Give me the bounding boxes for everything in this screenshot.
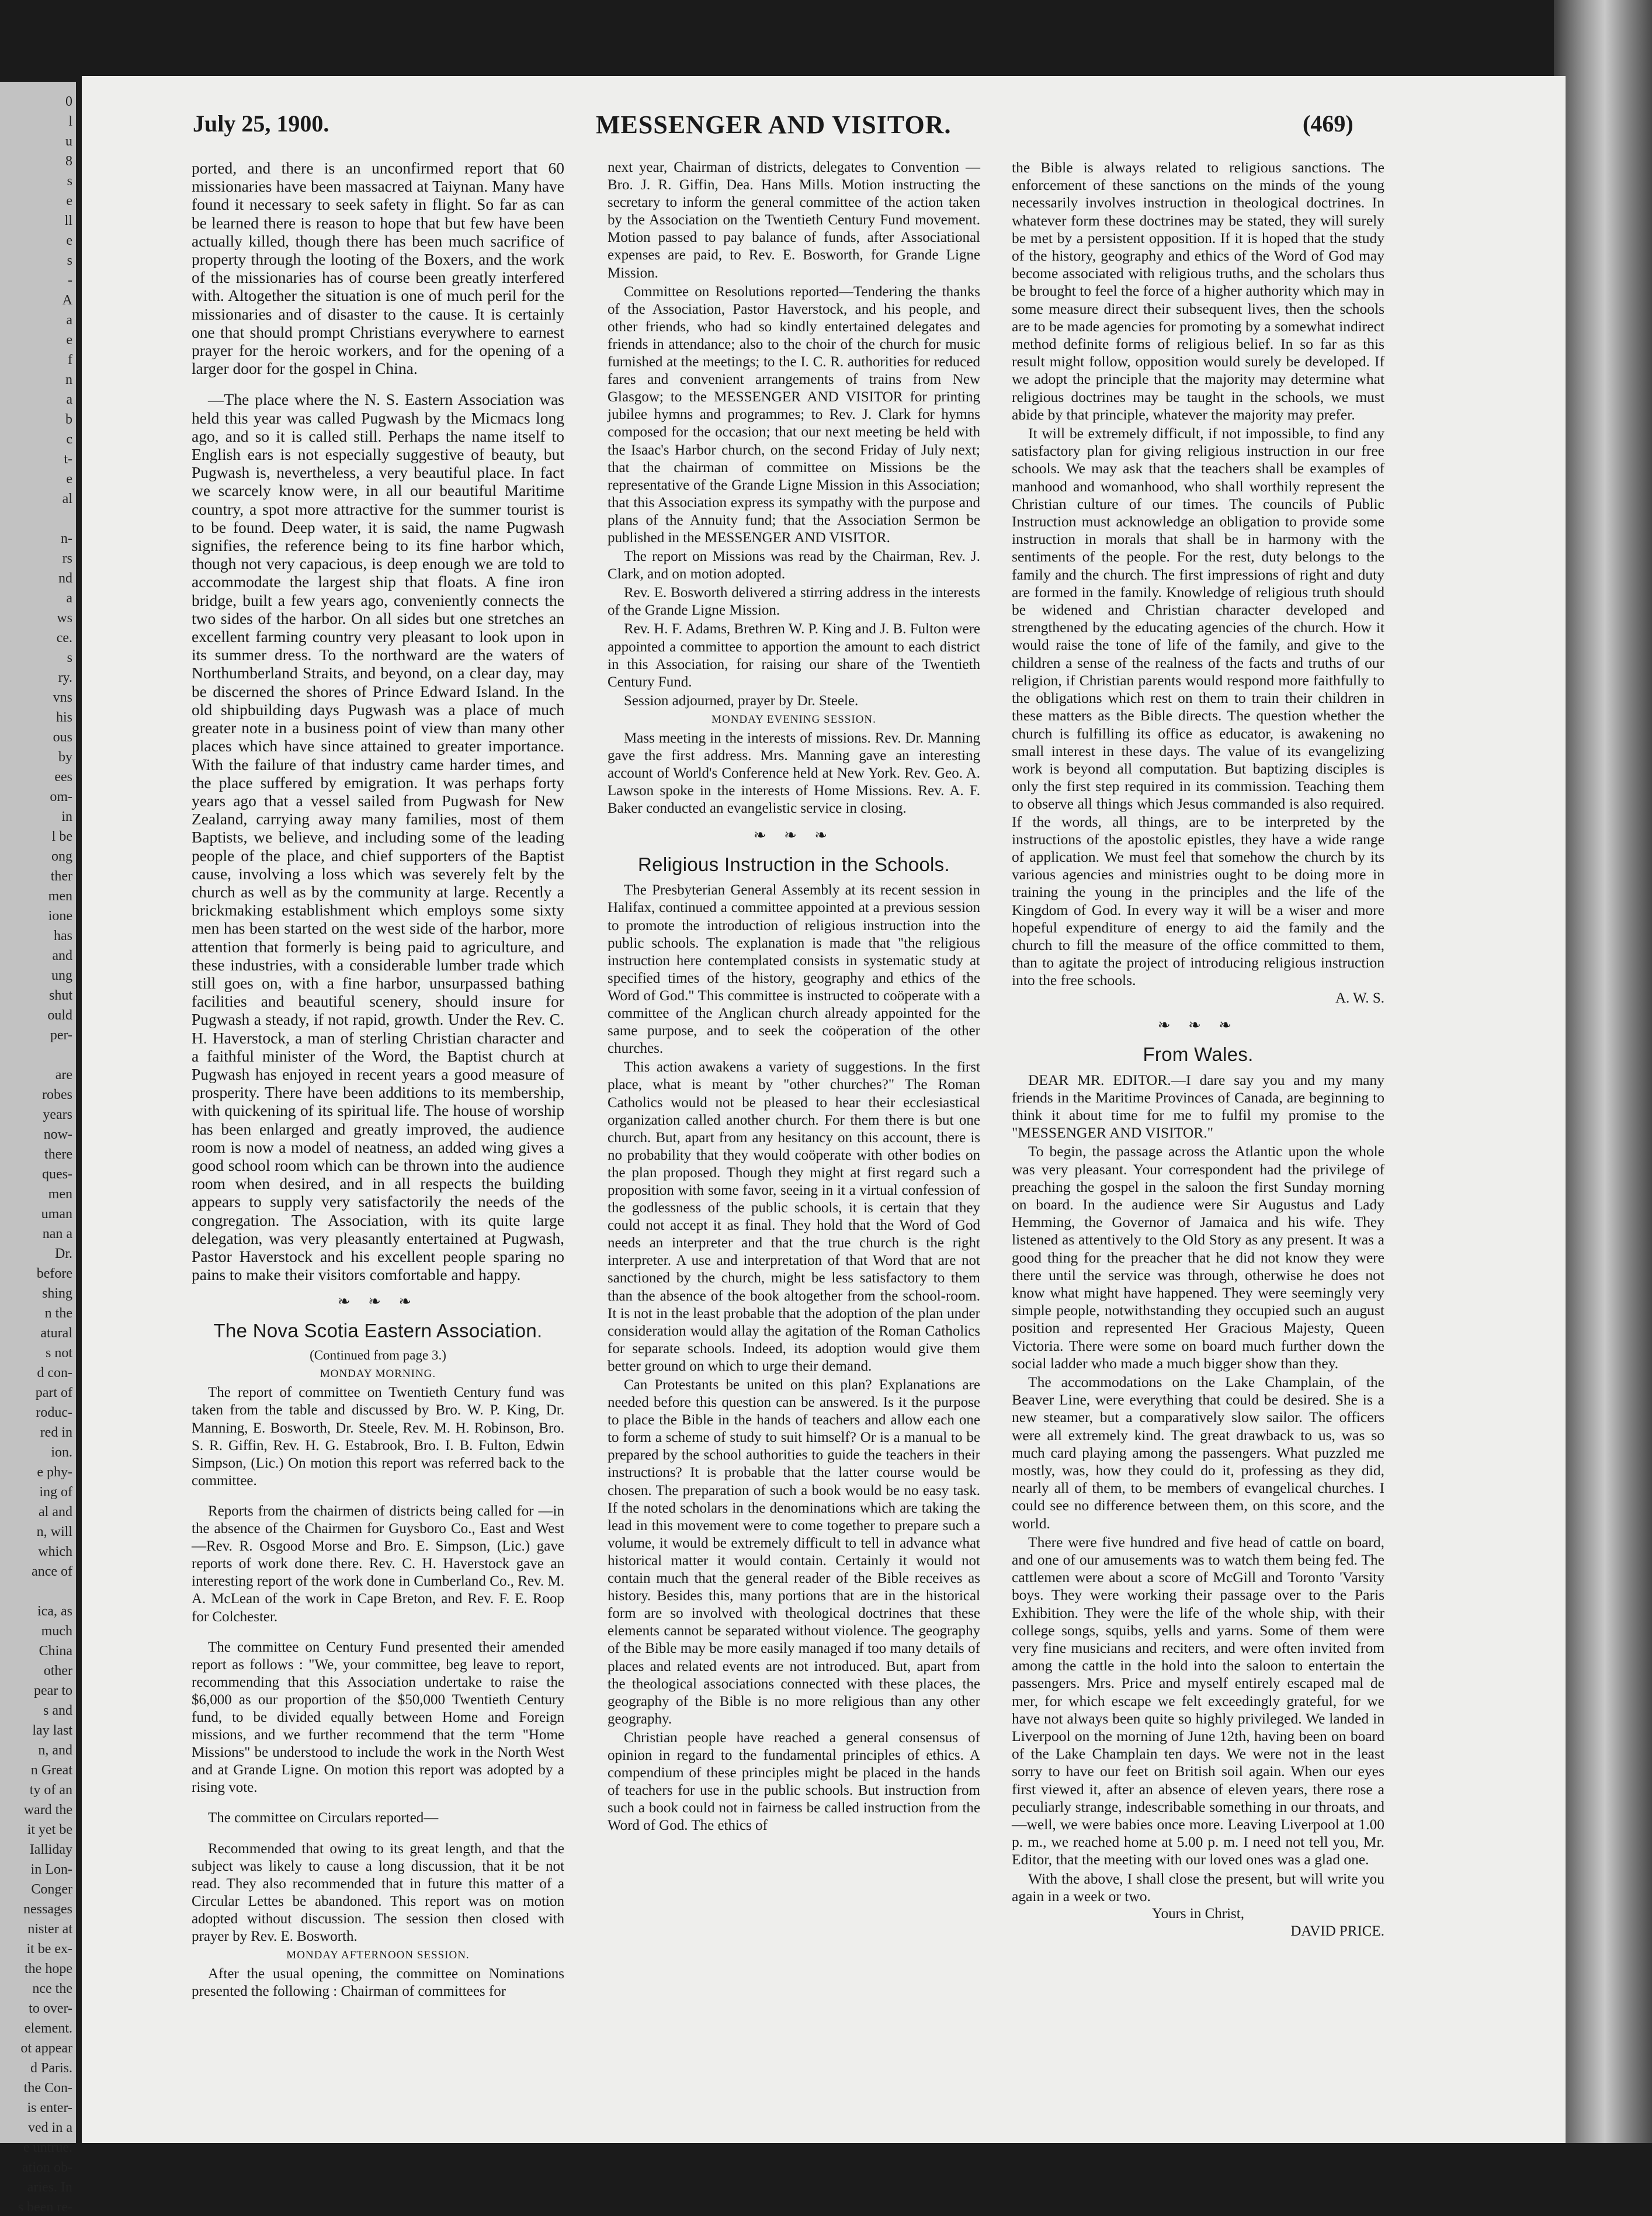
- author-initials: A. W. S.: [1335, 990, 1384, 1006]
- margin-fragment: before: [36, 1266, 72, 1281]
- margin-fragment: ved in a: [28, 2120, 72, 2135]
- paragraph: Reports from the chairmen of districts being called for —in the absence of the Chairmen for Guysboro Co., East and West—Rev. R. Osgood Morse and Bro. E. Simpson, (Lic.) gave reports of work done there. Rev. C. H. Haverstock gave an interesting report of the work done in Cumberland Co., Rev. M. A. McLean of the work in Cape Breton, and Rev. F. E. Roop for Colchester.: [192, 1503, 564, 1625]
- margin-fragment: ong: [51, 849, 72, 864]
- margin-fragment: robes: [42, 1087, 72, 1102]
- margin-fragment: ione: [48, 908, 72, 924]
- book-spine: [1554, 0, 1652, 2143]
- margin-fragment: red in: [40, 1425, 72, 1440]
- session-heading: MONDAY MORNING.: [320, 1368, 436, 1381]
- paragraph: Recommended that owing to its great length, and that the subject was likely to cause a long discussion, that it be not read. They also recommended that in future this matter of a Circular Lettes be abandoned. This report was on motion adopted without discussion. The session then closed with prayer by Rev. E. Bosworth.: [192, 1840, 564, 1945]
- margin-fragment: s not: [45, 1345, 72, 1361]
- margin-fragment: Ialliday: [29, 1842, 72, 1857]
- paragraph: This action awakens a variety of suggestions. In the first place, what is meant by "other churches?" The Roman Catholics would not be pleased to hear their ecclesiastical organization called another church. For them there is but one church. But, apart from any hesitancy on this account, there is no probability that they would coöperate with other bodies on the plan proposed. Though they might at first regard such a proposition with some favor, seeing in it a virtual confession of the godlessness of the public schools, it is certain that they could not accept it as final. They hold that the Word of God needs an interpreter and that the true church is the right interpreter. A use and interpretation of that Word that are not sanctioned by the church, might be less satisfactory to them than the absence of the book altogether from the school-room. It is not in the least probable that the adoption of the plan under consideration would allay the agitation of the Roman Catholics for separate schools. Indeed, its adoption would give them better ground on which to urge their demand.: [608, 1059, 980, 1374]
- margin-fragment: Dr.: [55, 1246, 72, 1261]
- paragraph: Committee on Resolutions reported—Tendering the thanks of the Association, Pastor Haverstock, and his people, and other friends, who had so kindly entertained delegates and friends in attendance; also to the choir of the church for music furnished at the meetings; to the I. C. R. authorities for reduced fares and convenient arrangements of trains from New Glasgow; to the MESSENGER AND VISITOR for printing jubilee hymns and programmes; to Rev. J. Clark for hymns composed for the occasion; that our next meeting be held with the Isaac's Harbor church, on the second Friday of July next; that the chairman of committee on Missions be the representative of the Grande Ligne Mission in this Association; that this Association express its sympathy with the purpose and plans of the Annuity fund; that the Association Sermon be published in the MESSENGER AND VISITOR.: [608, 283, 980, 546]
- margin-fragment: ous: [53, 730, 72, 745]
- article-title: From Wales.: [1143, 1043, 1254, 1065]
- paragraph: To begin, the passage across the Atlantic upon the whole was very pleasant. Your correspondent had the privilege of preaching the gospel in the saloon the first Sunday morning on board. In the audience were Sir Augustus and Lady Hemming, the Governor of Jamaica and his wife. They listened as attentively to the Old Story as any present. It was a good thing for the preacher that he did not know they were there until the service was through, otherwise he does not know what might have happened. They were seemingly very simple people, notwithstanding they occupied such an august position and represented Her Gracious Majesty, Queen Victoria. There were some on board much further down the social ladder who made a much bigger show than they.: [1012, 1143, 1384, 1372]
- margin-fragment: s: [67, 650, 72, 665]
- paragraph: The committee on Circulars reported—: [208, 1810, 439, 1826]
- paragraph: DEAR MR. EDITOR.—I dare say you and my many friends in the Maritime Provinces of Canada, are beginning to think it about time for me to fulfil my promise to the "MESSENGER AND VISITOR.": [1012, 1071, 1384, 1142]
- article-title: Religious Instruction in the Schools.: [638, 854, 950, 876]
- session-heading: MONDAY AFTERNOON SESSION.: [286, 1949, 470, 1962]
- margin-fragment: u: [65, 134, 72, 149]
- margin-fragment: 8: [65, 154, 72, 169]
- ornament-divider: ❧ ❧ ❧: [1157, 1016, 1239, 1034]
- margin-fragment: ation ob-: [22, 2160, 72, 2175]
- margin-fragment: much: [41, 1624, 72, 1639]
- paragraph: Rev. H. F. Adams, Brethren W. P. King and J. B. Fulton were appointed a committee to apportion the amount to each district in this Association, for raising our share of the Twentieth Century Fund.: [608, 621, 980, 690]
- letter-signature: DAVID PRICE.: [1290, 1923, 1384, 1940]
- margin-fragment: now-: [43, 1127, 72, 1142]
- margin-fragment: ot appear: [20, 2041, 72, 2056]
- paragraph: It will be extremely difficult, if not impossible, to find any satisfactory plan for giving religious instruction in our free schools. We may ask that the teachers shall be examples of manhood and womanhood, who shall worthily represent the Christian culture of our times. The councils of Public Instruction must acknowledge an obligation to provide some instruction in morals that shall be in harmony with the sentiments of the people. For the rest, duty belongs to the family and the church. The first impressions of right and duty are formed in the family. Knowledge of religious truth should be widened and Christian character developed and strengthened by the educating agencies of the church. How it would raise the tone of life of the family, and give to the children a sense of the realness of the facts and truths of our religion, if Christian parents would respond more faithfully to the obligations which rest on them to train their children in these matters as the Bible directs. The question whether the church is fulfilling its office as educator, is awakening no small interest in these days. The value of its evangelizing work is beyond all computation. But baptizing disciples is only the first step required in its commission. Teaching them to observe all things which Jesus commanded is also required. If the words, all things, are to be interpreted by the instructions of the apostolic epistles, they have a wide range of application. We must feel that somehow the church by its various agencies and ministries ought to be doing more in training the young in the principles and the life of the Kingdom of God. In every way it will be a wiser and more hopeful expenditure of energy to aid the family and the church to fill the measure of the office committed to them, than to agitate the project of introducing religious instruction into the free schools.: [1012, 425, 1384, 989]
- margin-fragment: ion.: [51, 1445, 72, 1460]
- page-header: [82, 110, 1566, 151]
- paragraph: the Bible is always related to religious sanctions. The enforcement of these sanctions on the minds of the young necessarily involves instruction in theological doctrines. In whatever form these doctrines may be stated, they will surely be met by a persistent opposition. If it is hoped that the study of the history, geography and ethics of the Word of God may become associated with religious truths, and the scholars thus be brought to feel the force of a higher authority which may in some measure direct their subsequent lives, then the schools are to be made agencies for promoting by a somewhat indirect method definite forms of religious belief. In so far as this result might follow, opposition would surely be developed. If we adopt the principle that the majority may determine what religious doctrines may be taught in the schools, we must abide by that principle, whatever the majority may prefer.: [1012, 159, 1384, 423]
- margin-fragment: by: [58, 750, 72, 765]
- margin-fragment: t-: [64, 452, 72, 467]
- paragraph: Mass meeting in the interests of missions. Rev. Dr. Manning gave the first address. Mrs. Manning gave an interesting account of World's Conference held at New York. Rev. Geo. A. Lawson spoke in the interests of Home Missions. Rev. A. F. Baker conducted an evangelistic service in closing.: [608, 730, 980, 817]
- margin-fragment: ws: [57, 611, 72, 626]
- margin-fragment: uman: [41, 1206, 72, 1222]
- margin-fragment: ty of an: [29, 1782, 72, 1798]
- margin-fragment: e: [66, 332, 72, 348]
- margin-fragment: ing of: [39, 1485, 72, 1500]
- margin-fragment: e: [66, 233, 72, 248]
- margin-fragment: Conger: [31, 1882, 72, 1897]
- margin-fragment: aries. In: [27, 2180, 72, 2195]
- margin-fragment: nessages: [23, 1902, 72, 1917]
- margin-fragment: d con-: [37, 1365, 72, 1381]
- margin-fragment: s and: [43, 1703, 72, 1718]
- margin-fragment: -: [68, 273, 72, 288]
- margin-fragment: nan a: [42, 1226, 72, 1241]
- margin-fragment: ung: [51, 968, 72, 983]
- paragraph: Rev. E. Bosworth delivered a stirring address in the interests of the Grande Ligne Mission.: [608, 585, 980, 619]
- letter-closing: Yours in Christ,: [1152, 1906, 1244, 1922]
- margin-fragment: nd: [58, 571, 72, 586]
- margin-fragment: a: [66, 591, 72, 606]
- paragraph: Christian people have reached a general consensus of opinion in regard to the fundamental principles of ethics. A compendium of these principles might be placed in the hands of teachers for use in the public schools. But instruction from such a book could not in fairness be called instruction from the Word of God. The ethics of: [608, 1729, 980, 1834]
- margin-fragment: in: [61, 809, 72, 824]
- margin-fragment: years: [43, 1107, 72, 1122]
- paragraph: ported, and there is an unconfirmed report that 60 missionaries have been massacred at Taiynan. Many have found it necessary to seek safety in flight. So far as can be learned there is reason to hope that but few have been actually killed, though there has been much sacrifice of property through the looting of the Boxers, and the work of the missionaries has of course been greatly interfered with. Altogether the situation is one of much peril for the missionaries and of disaster to the cause. It is certainly one that should prompt Christians everywhere to earnest prayer for the heroic workers, and for the opening of a larger door for the gospel in China.: [192, 159, 564, 378]
- paragraph: The Presbyterian General Assembly at its recent session in Halifax, continued a committee appointed at a previous session to promote the introduction of religious instruction into the public schools. The explanation is made that "the religious instruction here contemplated consists in systematic study at specified times of the history, geography and ethics of the Word of God." This committee is instructed to coöperate with a committee of the Anglican church already appointed for the same purpose, and to seek the coöperation of the other churches.: [608, 882, 980, 1057]
- margin-fragment: e: [66, 471, 72, 487]
- paragraph: next year, Chairman of districts, delegates to Convention —Bro. J. R. Giffin, Dea. Hans Mills. Motion instructing the secretary to inform the general committee of the action taken by the Association on the Twentieth Century Fund movement. Motion passed to pay balance of funds, after Associational expenses are paid, to Rev. E. Bosworth, for Grande Ligne Mission.: [608, 159, 980, 281]
- margin-fragment: al and: [39, 1504, 72, 1520]
- margin-fragment: l: [68, 114, 72, 129]
- margin-fragment: has: [54, 928, 72, 944]
- column-3: [1012, 159, 1384, 2099]
- margin-fragment: ry.: [58, 670, 72, 685]
- paragraph: With the above, I shall close the present, but will write you again in a week or two.: [1012, 1870, 1384, 1905]
- margin-fragment: ould: [47, 1008, 72, 1023]
- margin-fragment: nister at: [27, 1922, 72, 1937]
- margin-fragment: and: [52, 948, 72, 963]
- margin-fragment: to over-: [29, 2001, 72, 2016]
- margin-fragment: ance of: [32, 1564, 72, 1579]
- margin-fragment: n, will: [36, 1524, 72, 1539]
- newspaper-page: [82, 76, 1566, 2143]
- paragraph: There were five hundred and five head of cattle on board, and one of our amusements was to watch them being fed. The cattlemen were about a score of McGill and Toronto 'Varsity boys. They were working their passage over to the Paris Exhibition. They were the life of the whole ship, with their college songs, squibs, yells and yarns. Some of them were very fine musicians and reciters, and were often invited from among the cattle in the hold into the saloon to entertain the passengers. Mrs. Price and myself entirely escaped mal de mer, for which escape we felt exceedingly grateful, for we have not always been quite so highly privileged. We landed in Liverpool on the morning of June 12th, having been on board of the Lake Champlain ten days. We were not in the least sorry to have our feet on British soil again. When our eyes first viewed it, after an absence of eleven years, there rose a peculiarly strange, indescribable something in our throats, and—well, we were babies once more. Leaving Liverpool at 1.00 p. m., we reached home at 5.00 p. m. I need not tell you, Mr. Editor, that the meeting with our loved ones was a glad one.: [1012, 1533, 1384, 1868]
- margin-fragment: which: [38, 1544, 72, 1559]
- margin-fragment: China: [39, 1643, 72, 1659]
- margin-fragment: are: [55, 1067, 72, 1083]
- margin-fragment: it yet be: [27, 1822, 72, 1837]
- margin-fragment: per-: [50, 1028, 72, 1043]
- margin-fragment: c: [66, 432, 72, 447]
- margin-fragment: s: [67, 253, 72, 268]
- margin-fragment: other: [43, 1663, 72, 1679]
- margin-fragment: A: [62, 293, 72, 308]
- margin-fragment: a: [66, 392, 72, 407]
- margin-fragment: 0: [65, 94, 72, 109]
- margin-fragment: n-: [61, 531, 72, 546]
- margin-fragment: pear to: [34, 1683, 72, 1698]
- margin-fragment: b: [65, 412, 72, 427]
- margin-fragment: s: [67, 174, 72, 189]
- margin-fragment: ll: [64, 213, 72, 228]
- margin-fragment: rs: [62, 551, 72, 566]
- margin-fragment: n, and: [38, 1743, 72, 1758]
- margin-fragment: vns: [53, 690, 72, 705]
- margin-fragment: in Lon-: [30, 1862, 72, 1877]
- margin-fragment: n Great: [30, 1763, 72, 1778]
- session-heading: MONDAY EVENING SESSION.: [712, 713, 876, 726]
- paragraph: —The place where the N. S. Eastern Association was held this year was called Pugwash by the Micmacs long ago, and so it is called still. Perhaps the name itself to English ears is not especially suggestive of beauty, but Pugwash is, nevertheless, a very beautiful place. In fact we scarcely know were, in all our beautiful Maritime country, a spot more attractive for the summer tourist is to be found. Deep water, it is said, the name Pugwash signifies, the reference being to its fine harbor which, though not very capacious, is deep enough we are told to accommodate the largest ship that floats. A fine iron bridge, built a few years ago, conveniently connects the two sides of the harbor. On all sides but one stretches an excellent farming country very pleasant to look upon in its summer dress. To the northward are the waters of Northumberland Straits, and beyond, on a clear day, may be discerned the shores of Prince Edward Island. In the old shipbuilding days Pugwash was a place of much greater note in a business point of view than many other places which have since attained to greater importance. With the failure of that industry came harder times, and the place suffered by emigration. It was perhaps forty years ago that a vessel sailed from Pugwash for New Zealand, carrying away many families, most of them Baptists, we believe, and including some of the leading people of the place, and chief supporters of the Baptist cause, involving a loss which was severely felt by the church as well as by the community at large. Recently a brickmaking establishment which employs some sixty men has been started on the west side of the harbor, more attention that formerly is being paid to agriculture, and these industries, with a considerable lumber trade which still goes on, with a fine harbor, unsurpassed bathing facilities and beautiful scenery, should insure for Pugwash a steady, if not rapid, growth. Under the Rev. C. H. Haverstock, a man of sterling Christian character and a faithful minister of the Word, the Baptist church at Pugwash has enjoyed in recent years a good measure of prosperity. There have been additions to its membership, with quickening of its spiritual life. The house of worship has been enlarged and greatly improved, the audience room is now a model of neatness, an added wing gives a good school room which can be thrown into the audience room when desired, and in all respects the building appears to supply very satisfactorily the needs of the congregation. The Association, with its quite large delegation, was very pleasantly entertained at Pugwash, Pastor Haverstock and his excellent people sparing no pains to make their visitors comfortable and happy.: [192, 390, 564, 1284]
- previous-page-edge: [0, 82, 76, 2215]
- margin-fragment: it be ex-: [26, 1941, 72, 1957]
- margin-fragment: ward the: [23, 1802, 72, 1818]
- margin-fragment: e phy-: [37, 1465, 72, 1480]
- margin-fragment: roduc-: [36, 1405, 72, 1420]
- margin-fragment: n: [65, 372, 72, 387]
- column-1: [192, 159, 564, 2099]
- margin-fragment: om-: [50, 789, 72, 804]
- margin-fragment: is enter-: [27, 2100, 72, 2116]
- margin-fragment: ce.: [56, 630, 72, 646]
- margin-fragment: l be: [51, 829, 72, 844]
- margin-fragment: nce the: [32, 1981, 72, 1996]
- margin-fragment: ques-: [42, 1167, 72, 1182]
- paragraph: The accommodations on the Lake Champlain, of the Beaver Line, were everything that could be desired. She is a new steamer, but a comparatively slow sailor. The officers were all extremely kind. The great drawback to us, was so much card playing among the passengers. What puzzled me mostly, was, how they could do it, professing as they did, nearly all of them, to be members of evangelical churches. I could see no difference between them, on this score, and the world.: [1012, 1374, 1384, 1532]
- margin-fragment: there: [44, 1147, 72, 1162]
- issue-date: July 25, 1900.: [193, 110, 329, 137]
- page-number: (469): [1303, 110, 1353, 137]
- margin-fragment: element.: [25, 2021, 72, 2036]
- margin-fragment: ees: [54, 769, 72, 785]
- margin-fragment: d Paris.: [30, 2061, 72, 2076]
- margin-fragment: his: [55, 710, 72, 725]
- margin-fragment: ther: [50, 869, 72, 884]
- paragraph: Session adjourned, prayer by Dr. Steele.: [624, 692, 859, 709]
- margin-fragment: lay last: [32, 1723, 72, 1738]
- margin-fragment: men: [48, 1187, 72, 1202]
- margin-fragment: al: [62, 491, 72, 507]
- margin-fragment: e: [66, 193, 72, 209]
- masthead: MESSENGER AND VISITOR.: [596, 110, 952, 139]
- paragraph: The committee on Century Fund presented their amended report as follows : "We, your committee, beg leave to report, recommending that this Association undertake to raise the $6,000 as our proportion of the $50,000 Twentieth Century fund, to be divided equally between Home and Foreign missions, and we further recommend that the term "Home Missions" be understood to include the work in the North West and at Grande Ligne. On motion this report was adopted by a rising vote.: [192, 1639, 564, 1796]
- column-2: [608, 159, 980, 2099]
- paragraph: The report of committee on Twentieth Century fund was taken from the table and discussed by Bro. W. P. King, Dr. Manning, E. Bosworth, Dr. Steele, Rev. M. H. Robinson, Bro. S. R. Giffin, Rev. H. G. Estabrook, Bro. I. B. Fulton, Edwin Simpson, (Lic.) On motion this report was referred back to the committee.: [192, 1385, 564, 1489]
- margin-fragment: shut: [48, 988, 72, 1003]
- ornament-divider: ❧ ❧ ❧: [337, 1293, 419, 1310]
- article-subtitle: (Continued from page 3.): [310, 1348, 446, 1363]
- margin-fragment: ica, as: [37, 1604, 72, 1619]
- margin-fragment: n the: [44, 1306, 72, 1321]
- margin-fragment: f: [68, 352, 72, 367]
- margin-fragment: s been re-: [18, 2200, 72, 2215]
- margin-fragment: men: [48, 889, 72, 904]
- margin-fragment: the hope: [25, 1961, 72, 1976]
- margin-fragment: a: [66, 313, 72, 328]
- paragraph: The report on Missions was read by the Chairman, Rev. J. Clark, and on motion adopted.: [608, 549, 980, 582]
- ornament-divider: ❧ ❧ ❧: [753, 827, 835, 844]
- margin-fragment: part of: [35, 1385, 72, 1400]
- article-title: The Nova Scotia Eastern Association.: [213, 1320, 543, 1342]
- margin-fragment: atural: [40, 1326, 72, 1341]
- margin-fragment: the Con-: [23, 2080, 72, 2096]
- paragraph: After the usual opening, the committee on Nominations presented the following : Chairman of committees for: [192, 1966, 564, 2000]
- margin-fragment: shing: [41, 1286, 72, 1301]
- margin-fragment: e untrue.: [23, 2140, 72, 2155]
- paragraph: Can Protestants be united on this plan? Explanations are needed before this question can be answered. Is it the purpose to place the Bible in the hands of teachers and allow each one to form a scheme of study to suit himself? Or is a manual to be prepared by the school authorities to guide the teachers in their instructions? It is probable that the latter course would be chosen. The preparation of such a book would be no easy task. If the noted scholars in the denominations which are taking the lead in this movement were to come together to prepare such a volume, it would be extremely difficult to tell in advance what historical matter it would contain. Certainly it would not contain much that the general reader of the Bible receives as history. Besides this, many portions that are in the historical form are so involved with theological doctrines that these elements cannot be separated without violence. The geography of the Bible may be more easily managed if too many details of places and related events are not introduced. But, apart from the theological associations connected with these places, the geography of the Bible is no more religious than any other geography.: [608, 1377, 980, 1727]
